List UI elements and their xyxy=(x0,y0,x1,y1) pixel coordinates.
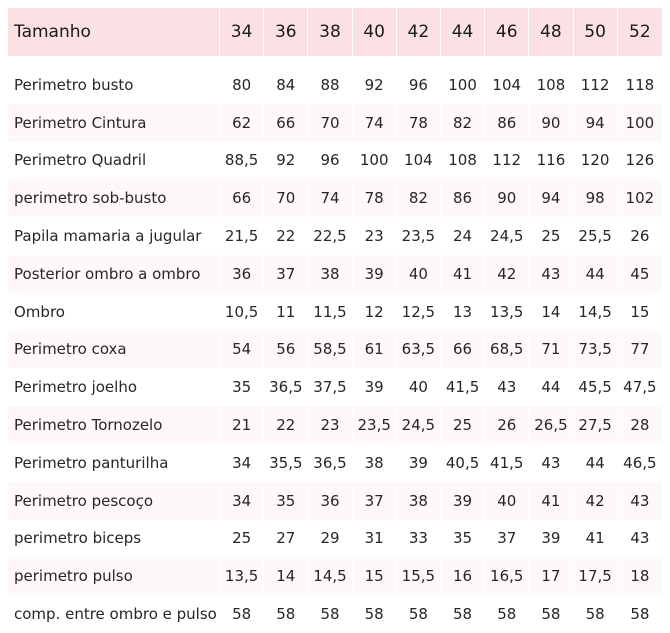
measurement-value: 62 xyxy=(220,104,264,142)
table-row xyxy=(8,104,662,142)
measurement-value: 88 xyxy=(308,66,352,104)
measurement-value: 23,5 xyxy=(397,217,441,255)
measurement-value: 36 xyxy=(308,482,352,520)
measurement-label: comp. entre ombro e pulso xyxy=(8,595,220,633)
measurement-value: 27,5 xyxy=(574,406,618,444)
measurement-value: 86 xyxy=(485,104,529,142)
measurement-value: 37 xyxy=(353,482,397,520)
table-row xyxy=(8,142,662,180)
measurement-value: 39 xyxy=(397,444,441,482)
measurement-value: 35,5 xyxy=(264,444,308,482)
measurement-value: 46,5 xyxy=(618,444,662,482)
table-body xyxy=(8,56,662,633)
measurement-value: 108 xyxy=(441,142,485,180)
measurement-value: 58,5 xyxy=(308,331,352,369)
measurement-value: 61 xyxy=(353,331,397,369)
measurement-value: 43 xyxy=(485,368,529,406)
measurement-value: 43 xyxy=(529,255,573,293)
measurement-value: 22 xyxy=(264,406,308,444)
measurement-label: Ombro xyxy=(8,293,220,331)
measurement-value: 45,5 xyxy=(574,368,618,406)
measurement-value: 28 xyxy=(618,406,662,444)
table-row xyxy=(8,255,662,293)
measurement-value: 41 xyxy=(441,255,485,293)
measurement-value: 94 xyxy=(574,104,618,142)
measurement-value: 45 xyxy=(618,255,662,293)
measurement-value: 14 xyxy=(264,557,308,595)
measurement-value: 34 xyxy=(220,444,264,482)
table-row xyxy=(8,368,662,406)
measurement-value: 35 xyxy=(220,368,264,406)
measurement-value: 112 xyxy=(574,66,618,104)
measurement-value: 90 xyxy=(529,104,573,142)
size-chart-table xyxy=(8,8,662,633)
table-row xyxy=(8,520,662,558)
measurement-value: 58 xyxy=(264,595,308,633)
measurement-value: 16 xyxy=(441,557,485,595)
measurement-value: 35 xyxy=(264,482,308,520)
measurement-value: 94 xyxy=(529,179,573,217)
measurement-value: 23 xyxy=(353,217,397,255)
measurement-label: Perimetro Quadril xyxy=(8,142,220,180)
measurement-value: 58 xyxy=(397,595,441,633)
measurement-value: 38 xyxy=(397,482,441,520)
measurement-label: Perimetro Cintura xyxy=(8,104,220,142)
measurement-value: 22 xyxy=(264,217,308,255)
measurement-value: 36,5 xyxy=(308,444,352,482)
measurement-value: 17 xyxy=(529,557,573,595)
measurement-value: 104 xyxy=(485,66,529,104)
measurement-value: 21 xyxy=(220,406,264,444)
measurement-value: 58 xyxy=(441,595,485,633)
measurement-value: 116 xyxy=(529,142,573,180)
measurement-value: 58 xyxy=(574,595,618,633)
measurement-label: Papila mamaria a jugular xyxy=(8,217,220,255)
measurement-value: 90 xyxy=(485,179,529,217)
measurement-value: 100 xyxy=(618,104,662,142)
measurement-value: 39 xyxy=(353,368,397,406)
measurement-value: 13,5 xyxy=(485,293,529,331)
measurement-value: 68,5 xyxy=(485,331,529,369)
measurement-value: 33 xyxy=(397,520,441,558)
measurement-value: 54 xyxy=(220,331,264,369)
measurement-value: 17,5 xyxy=(574,557,618,595)
measurement-value: 23,5 xyxy=(353,406,397,444)
measurement-value: 38 xyxy=(308,255,352,293)
measurement-value: 82 xyxy=(441,104,485,142)
measurement-value: 10,5 xyxy=(220,293,264,331)
table-row xyxy=(8,406,662,444)
measurement-label: Perimetro pescoço xyxy=(8,482,220,520)
measurement-value: 41,5 xyxy=(441,368,485,406)
measurement-value: 24 xyxy=(441,217,485,255)
measurement-value: 25 xyxy=(529,217,573,255)
measurement-value: 100 xyxy=(441,66,485,104)
measurement-value: 42 xyxy=(574,482,618,520)
measurement-value: 108 xyxy=(529,66,573,104)
measurement-value: 120 xyxy=(574,142,618,180)
measurement-value: 26 xyxy=(485,406,529,444)
measurement-value: 35 xyxy=(441,520,485,558)
measurement-value: 126 xyxy=(618,142,662,180)
measurement-value: 14,5 xyxy=(308,557,352,595)
measurement-value: 47,5 xyxy=(618,368,662,406)
table-row xyxy=(8,331,662,369)
measurement-value: 40,5 xyxy=(441,444,485,482)
measurement-value: 18 xyxy=(618,557,662,595)
measurement-value: 37 xyxy=(485,520,529,558)
measurement-value: 12 xyxy=(353,293,397,331)
measurement-value: 40 xyxy=(397,368,441,406)
measurement-value: 26 xyxy=(618,217,662,255)
table-row xyxy=(8,444,662,482)
header-row xyxy=(8,8,662,56)
measurement-value: 104 xyxy=(397,142,441,180)
measurement-value: 92 xyxy=(353,66,397,104)
measurement-value: 71 xyxy=(529,331,573,369)
measurement-value: 77 xyxy=(618,331,662,369)
measurement-value: 21,5 xyxy=(220,217,264,255)
size-column-header: 46 xyxy=(485,8,529,56)
size-column-header: 42 xyxy=(397,8,441,56)
measurement-value: 15 xyxy=(353,557,397,595)
measurement-value: 80 xyxy=(220,66,264,104)
measurement-value: 58 xyxy=(353,595,397,633)
size-column-header: 36 xyxy=(264,8,308,56)
measurement-label: Perimetro joelho xyxy=(8,368,220,406)
spacer-cell xyxy=(8,56,662,66)
measurement-value: 118 xyxy=(618,66,662,104)
measurement-value: 56 xyxy=(264,331,308,369)
measurement-value: 66 xyxy=(264,104,308,142)
measurement-label: perimetro biceps xyxy=(8,520,220,558)
measurement-value: 73,5 xyxy=(574,331,618,369)
header-spacer xyxy=(8,56,662,66)
table-header xyxy=(8,8,662,56)
measurement-value: 27 xyxy=(264,520,308,558)
measurement-value: 74 xyxy=(308,179,352,217)
table-row xyxy=(8,66,662,104)
measurement-value: 40 xyxy=(397,255,441,293)
measurement-value: 43 xyxy=(529,444,573,482)
table-row xyxy=(8,557,662,595)
measurement-value: 100 xyxy=(353,142,397,180)
measurement-value: 43 xyxy=(618,482,662,520)
measurement-value: 58 xyxy=(529,595,573,633)
measurement-value: 14,5 xyxy=(574,293,618,331)
measurement-value: 70 xyxy=(264,179,308,217)
measurement-value: 66 xyxy=(441,331,485,369)
measurement-value: 78 xyxy=(353,179,397,217)
measurement-value: 36 xyxy=(220,255,264,293)
measurement-value: 44 xyxy=(529,368,573,406)
measurement-value: 112 xyxy=(485,142,529,180)
table-row xyxy=(8,217,662,255)
measurement-value: 41,5 xyxy=(485,444,529,482)
measurement-value: 23 xyxy=(308,406,352,444)
measurement-value: 25 xyxy=(441,406,485,444)
size-column-header: 48 xyxy=(529,8,573,56)
measurement-value: 41 xyxy=(529,482,573,520)
measurement-value: 88,5 xyxy=(220,142,264,180)
measurement-value: 92 xyxy=(264,142,308,180)
measurement-value: 25,5 xyxy=(574,217,618,255)
measurement-value: 96 xyxy=(308,142,352,180)
measurement-value: 26,5 xyxy=(529,406,573,444)
measurement-value: 86 xyxy=(441,179,485,217)
measurement-value: 58 xyxy=(618,595,662,633)
size-column-header: 34 xyxy=(220,8,264,56)
measurement-label: Perimetro busto xyxy=(8,66,220,104)
measurement-value: 38 xyxy=(353,444,397,482)
size-column-header: 40 xyxy=(353,8,397,56)
measurement-value: 24,5 xyxy=(485,217,529,255)
measurement-value: 22,5 xyxy=(308,217,352,255)
measurement-value: 44 xyxy=(574,444,618,482)
measurement-value: 15 xyxy=(618,293,662,331)
measurement-value: 29 xyxy=(308,520,352,558)
table-row xyxy=(8,179,662,217)
measurement-value: 40 xyxy=(485,482,529,520)
measurement-value: 98 xyxy=(574,179,618,217)
measurement-value: 39 xyxy=(441,482,485,520)
measurement-value: 39 xyxy=(529,520,573,558)
measurement-value: 16,5 xyxy=(485,557,529,595)
measurement-value: 102 xyxy=(618,179,662,217)
measurement-value: 66 xyxy=(220,179,264,217)
measurement-value: 25 xyxy=(220,520,264,558)
measurement-value: 12,5 xyxy=(397,293,441,331)
measurement-value: 14 xyxy=(529,293,573,331)
measurement-value: 13 xyxy=(441,293,485,331)
measurement-value: 39 xyxy=(353,255,397,293)
measurement-value: 37 xyxy=(264,255,308,293)
measurement-label: perimetro sob-busto xyxy=(8,179,220,217)
measurement-value: 31 xyxy=(353,520,397,558)
measurement-value: 58 xyxy=(220,595,264,633)
measurement-label: Posterior ombro a ombro xyxy=(8,255,220,293)
size-column-header: 38 xyxy=(308,8,352,56)
measurement-value: 96 xyxy=(397,66,441,104)
measurement-value: 84 xyxy=(264,66,308,104)
measurement-value: 44 xyxy=(574,255,618,293)
measurement-value: 78 xyxy=(397,104,441,142)
measurement-label: Perimetro panturilha xyxy=(8,444,220,482)
measurement-value: 24,5 xyxy=(397,406,441,444)
measurement-label: Perimetro coxa xyxy=(8,331,220,369)
measurement-value: 74 xyxy=(353,104,397,142)
measurement-value: 34 xyxy=(220,482,264,520)
size-column-header: 50 xyxy=(574,8,618,56)
measurement-value: 15,5 xyxy=(397,557,441,595)
measurement-value: 36,5 xyxy=(264,368,308,406)
table-row xyxy=(8,482,662,520)
measurement-value: 11,5 xyxy=(308,293,352,331)
measurement-value: 70 xyxy=(308,104,352,142)
measurement-label: Perimetro Tornozelo xyxy=(8,406,220,444)
measurement-value: 13,5 xyxy=(220,557,264,595)
measurement-value: 42 xyxy=(485,255,529,293)
measurement-value: 43 xyxy=(618,520,662,558)
table-row xyxy=(8,595,662,633)
measurement-value: 11 xyxy=(264,293,308,331)
size-column-header: 44 xyxy=(441,8,485,56)
header-label: Tamanho xyxy=(8,8,220,56)
size-column-header: 52 xyxy=(618,8,662,56)
measurement-value: 58 xyxy=(485,595,529,633)
measurement-label: perimetro pulso xyxy=(8,557,220,595)
measurement-value: 37,5 xyxy=(308,368,352,406)
measurement-value: 82 xyxy=(397,179,441,217)
measurement-value: 58 xyxy=(308,595,352,633)
measurement-value: 63,5 xyxy=(397,331,441,369)
measurement-value: 41 xyxy=(574,520,618,558)
table-row xyxy=(8,293,662,331)
